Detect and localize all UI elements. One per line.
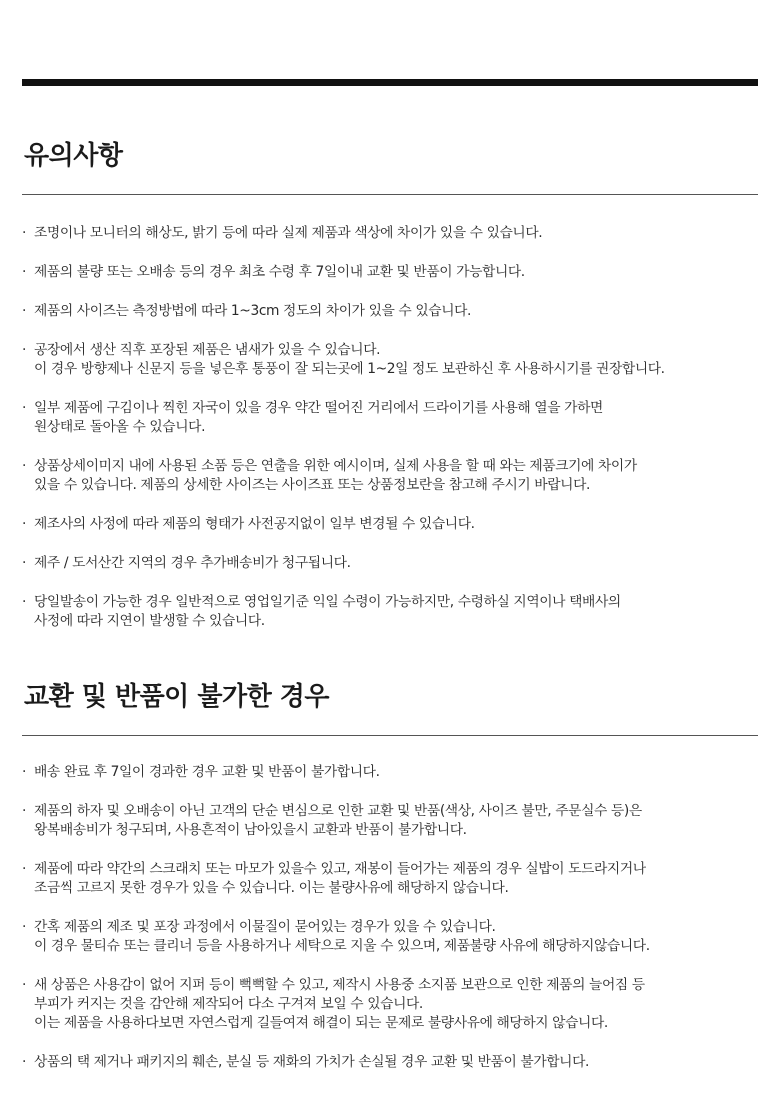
precautions-section (22, 136, 758, 631)
bullet-mark: · (22, 764, 26, 780)
list-item-text: 상품의 택 제거나 패키지의 훼손, 분실 등 재화의 가치가 손실될 경우 교환 및 반품이 불가합니다. (34, 1054, 590, 1070)
bullet-mark: · (22, 555, 26, 571)
bullet-mark: · (22, 861, 26, 877)
list-item-text: 배송 완료 후 7일이 경과한 경우 교환 및 반품이 불가합니다. (34, 764, 380, 780)
list-item (22, 593, 758, 631)
list-item (22, 860, 758, 898)
list-item (22, 224, 758, 243)
list-item-text: 상품상세이미지 내에 사용된 소품 등은 연출을 위한 예시이며, 실제 사용을 할 때 와는 제품크기에 차이가 (34, 458, 637, 474)
notice-list (22, 224, 758, 631)
list-item-text: 이 경우 물티슈 또는 클리너 등을 사용하거나 세탁으로 지울 수 있으며, 제품불량 사유에 해당하지않습니다. (34, 938, 650, 954)
notice-list (22, 763, 758, 1072)
list-item (22, 515, 758, 534)
list-item-text: 제품의 사이즈는 측정방법에 따라 1~3cm 정도의 차이가 있을 수 있습니다. (34, 303, 472, 319)
list-item-text: 원상태로 돌아올 수 있습니다. (34, 419, 206, 435)
bullet-mark: · (22, 303, 26, 319)
list-item-text: 왕복배송비가 청구되며, 사용흔적이 남아있을시 교환과 반품이 불가합니다. (34, 822, 467, 838)
list-item-text: 제품에 따라 약간의 스크래치 또는 마모가 있을수 있고, 재봉이 들어가는 제품의 경우 실밥이 도드라지거나 (34, 861, 646, 877)
list-item-text: 이 경우 방향제나 신문지 등을 넣은후 통풍이 잘 되는곳에 1~2일 정도 보관하신 후 사용하시기를 권장합니다. (34, 361, 665, 377)
list-item-text: 조금씩 고르지 못한 경우가 있을 수 있습니다. 이는 불량사유에 해당하지 않습니다. (34, 880, 509, 896)
bullet-mark: · (22, 458, 26, 474)
list-item (22, 976, 758, 1033)
list-item (22, 341, 758, 379)
list-item-text: 사정에 따라 지연이 발생할 수 있습니다. (34, 613, 265, 629)
section-title: 교환 및 반품이 불가한 경우 (24, 682, 329, 712)
list-item (22, 263, 758, 282)
top-divider-bar (22, 79, 758, 86)
section-divider (22, 735, 758, 736)
list-item-text: 부피가 커지는 것을 감안해 제작되어 다소 구겨져 보일 수 있습니다. (34, 996, 423, 1012)
section-title: 유의사항 (24, 141, 123, 171)
list-item-text: 간혹 제품의 제조 및 포장 과정에서 이물질이 묻어있는 경우가 있을 수 있습니다. (34, 919, 496, 935)
list-item (22, 1053, 758, 1072)
list-item-text: 이는 제품을 사용하다보면 자연스럽게 길들여져 해결이 되는 문제로 불량사유에 해당하지 않습니다. (34, 1015, 608, 1031)
list-item (22, 763, 758, 782)
bullet-mark: · (22, 516, 26, 532)
list-item (22, 399, 758, 437)
bullet-mark: · (22, 400, 26, 416)
bullet-mark: · (22, 225, 26, 241)
list-item-text: 제조사의 사정에 따라 제품의 형태가 사전공지없이 일부 변경될 수 있습니다. (34, 516, 475, 532)
section-divider (22, 194, 758, 195)
bullet-mark: · (22, 977, 26, 993)
list-item (22, 302, 758, 321)
bullet-mark: · (22, 264, 26, 280)
list-item-text: 당일발송이 가능한 경우 일반적으로 영업일기준 익일 수령이 가능하지만, 수령하실 지역이나 택배사의 (34, 594, 621, 610)
list-item-text: 새 상품은 사용감이 없어 지퍼 등이 뻑뻑할 수 있고, 제작시 사용중 소지품 보관으로 인한 제품의 늘어짐 등 (34, 977, 645, 993)
list-item-text: 제품의 하자 및 오배송이 아닌 고객의 단순 변심으로 인한 교환 및 반품(색상, 사이즈 불만, 주문실수 등)은 (34, 803, 642, 819)
list-item-text: 조명이나 모니터의 해상도, 밝기 등에 따라 실제 제품과 색상에 차이가 있을 수 있습니다. (34, 225, 543, 241)
list-item-text: 제주 / 도서산간 지역의 경우 추가배송비가 청구됩니다. (34, 555, 351, 571)
list-item (22, 457, 758, 495)
non-returnable-section (22, 677, 758, 1072)
list-item-text: 공장에서 생산 직후 포장된 제품은 냄새가 있을 수 있습니다. (34, 342, 381, 358)
bullet-mark: · (22, 919, 26, 935)
list-item (22, 918, 758, 956)
bullet-mark: · (22, 342, 26, 358)
bullet-mark: · (22, 1054, 26, 1070)
bullet-mark: · (22, 803, 26, 819)
bullet-mark: · (22, 594, 26, 610)
list-item-text: 제품의 불량 또는 오배송 등의 경우 최초 수령 후 7일이내 교환 및 반품이 가능합니다. (34, 264, 525, 280)
list-item (22, 802, 758, 840)
list-item (22, 554, 758, 573)
list-item-text: 있을 수 있습니다. 제품의 상세한 사이즈는 사이즈표 또는 상품정보란을 참고해 주시기 바랍니다. (34, 477, 590, 493)
list-item-text: 일부 제품에 구김이나 찍힌 자국이 있을 경우 약간 떨어진 거리에서 드라이기를 사용해 열을 가하면 (34, 400, 603, 416)
